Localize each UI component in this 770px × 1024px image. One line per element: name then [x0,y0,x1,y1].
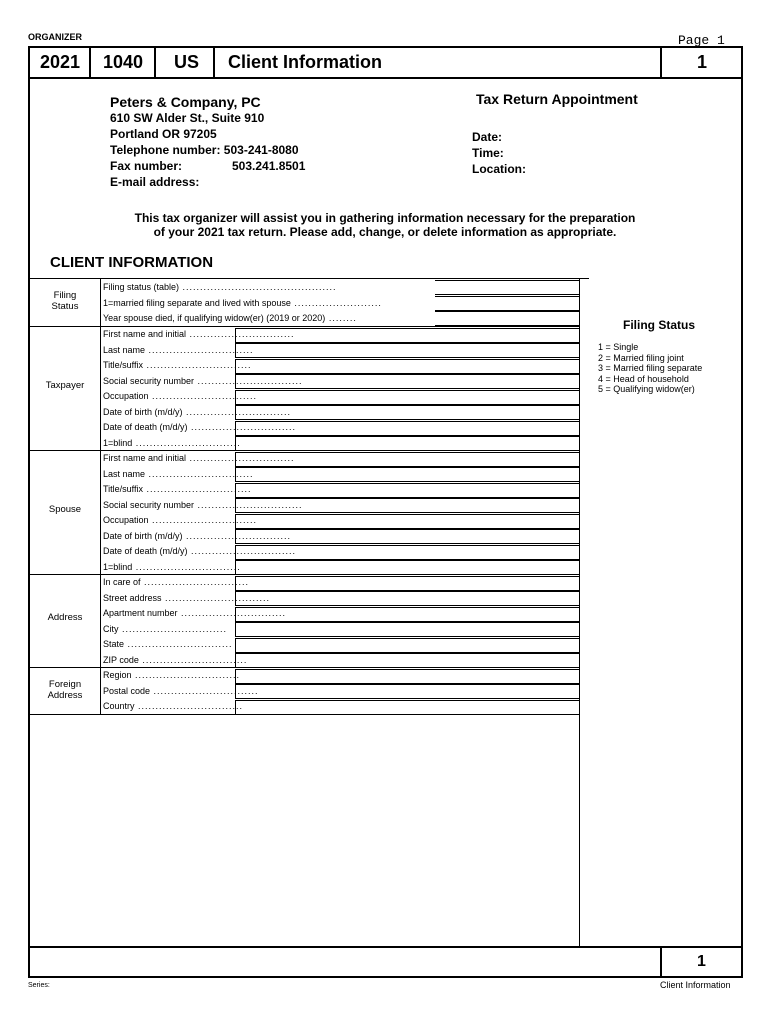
address-row-input[interactable] [235,607,580,622]
taxpayer-row-label: 1=blind .............................. [103,437,241,448]
appointment-date: Date: [472,130,503,144]
taxpayer-row-input[interactable] [235,328,580,343]
taxpayer-row-input[interactable] [235,421,580,436]
address-row-label: Street address .............................. [103,592,271,603]
firm-email-label: E-mail address: [110,175,200,189]
spouse-died-row-label: Year spouse died, if qualifying widow(er) (2019 or 2020) ........ [103,313,357,323]
firm-fax: 503.241.8501 [232,159,306,173]
address-row-label: City .............................. [103,623,228,634]
taxpayer-row-label: Occupation .............................. [103,391,258,401]
spouse-row-input[interactable] [235,483,580,498]
address-row-input[interactable] [235,638,580,653]
spouse-row-input[interactable] [235,529,580,544]
address-section-label: Address [47,612,83,623]
footer-divider [28,946,743,948]
spouse-row-label: Title/suffix .............................. [103,484,252,494]
appointment-time: Time: [472,146,504,160]
legend-item: 1 = Single [598,342,639,352]
legend-item: 3 = Married filing separate [598,363,703,373]
firm-address1: 610 SW Alder St., Suite 910 [110,111,265,125]
address-row-label: In care of .............................. [103,577,250,587]
page-label: Page 1 [678,33,725,48]
taxpayer-row-label: Last name .............................. [103,344,254,355]
header-title: Client Information [228,52,382,72]
legend-item: 2 = Married filing joint [598,352,684,363]
header-year: 2021 [40,52,81,72]
footer-name: Client Information [660,980,731,990]
section-title: CLIENT INFORMATION [50,254,214,271]
header-number: 1 [697,52,708,72]
spouse-row-input[interactable] [235,498,580,513]
married-separate-input[interactable] [435,296,580,311]
legend-list [598,342,702,395]
spouse-died-input[interactable] [435,311,580,326]
taxpayer-row-input[interactable] [235,343,580,358]
taxpayer-row-label: Date of birth (m/d/y) .............................. [103,406,292,417]
spouse-row-input[interactable] [235,514,580,529]
foreign-row-input[interactable] [235,700,580,715]
organizer-label: ORGANIZER [28,32,82,42]
spouse-row-label: 1=blind .............................. [103,561,241,572]
taxpayer-section-label: Taxpayer [45,380,85,391]
foreign-row-label: Country .............................. [103,701,244,711]
foreign-section-label: Foreign Address [47,679,83,701]
filing-status-section-label: Filing Status [51,290,79,312]
taxpayer-row-input[interactable] [235,359,580,374]
intro-text: This tax organizer will assist you in gathering information necessary for the preparation of your 2021 tax return. Please add, change, or delete information as appropriate. [134,211,636,239]
firm-block [110,94,305,190]
firm-name: Peters & Company, PC [110,94,261,110]
firm-phone: 503-241-8080 [223,143,299,157]
spouse-row-label: First name and initial .............................. [103,453,295,463]
legend-item: 5 = Qualifying widow(er) [598,384,695,394]
spouse-row-label: Last name .............................. [103,468,254,479]
spouse-row-label: Date of death (m/d/y) .............................. [103,546,297,556]
taxpayer-row-input[interactable] [235,405,580,420]
spouse-row-label: Social security number .............................. [103,499,303,510]
appointment-location: Location: [472,162,526,176]
foreign-row-label: Region .............................. [103,670,241,680]
header-form: 1040 [103,52,144,72]
foreign-row-input[interactable] [235,684,580,699]
header-divider [28,77,743,79]
taxpayer-row-label: Social security number .............................. [103,375,303,386]
legend-item: 4 = Head of household [598,373,689,384]
married-separate-row-label: 1=married filing separate and lived with spouse ......................... [103,298,382,308]
spouse-section-label: Spouse [48,504,82,515]
taxpayer-row-input[interactable] [235,390,580,405]
spouse-row-input[interactable] [235,467,580,482]
spouse-row-input[interactable] [235,545,580,560]
foreign-row-input[interactable] [235,669,580,684]
address-row-label: Apartment number .............................. [103,608,287,618]
address-row-input[interactable] [235,591,580,606]
taxpayer-row-label: Date of death (m/d/y) .............................. [103,422,297,432]
spouse-row-input[interactable] [235,452,580,467]
firm-phone-label: Telephone number: [110,143,221,157]
address-row-input[interactable] [235,653,580,668]
taxpayer-row-input[interactable] [235,374,580,389]
taxpayer-row-label: Title/suffix .............................. [103,360,252,370]
footer-series: Series: [28,982,50,989]
footer-number: 1 [697,953,706,970]
address-row-label: State .............................. [103,639,233,649]
taxpayer-row-label: First name and initial .............................. [103,329,295,339]
address-row-label: ZIP code .............................. [103,654,248,665]
appointment-title: Tax Return Appointment [476,91,638,107]
foreign-row-label: Postal code .............................. [103,685,259,696]
firm-address2: Portland OR 97205 [110,127,217,141]
taxpayer-row-input[interactable] [235,436,580,451]
filing-status-input[interactable] [435,280,580,295]
firm-fax-label: Fax number: [110,159,183,173]
legend-title: Filing Status [623,318,695,332]
spouse-row-label: Date of birth (m/d/y) .............................. [103,530,292,541]
filing-status-row-label: Filing status (table) ............................................ [103,282,337,292]
address-row-input[interactable] [235,576,580,591]
header-country: US [174,52,200,72]
spouse-row-input[interactable] [235,560,580,575]
spouse-row-label: Occupation .............................. [103,515,258,525]
appointment-block [472,129,526,177]
address-row-input[interactable] [235,622,580,637]
